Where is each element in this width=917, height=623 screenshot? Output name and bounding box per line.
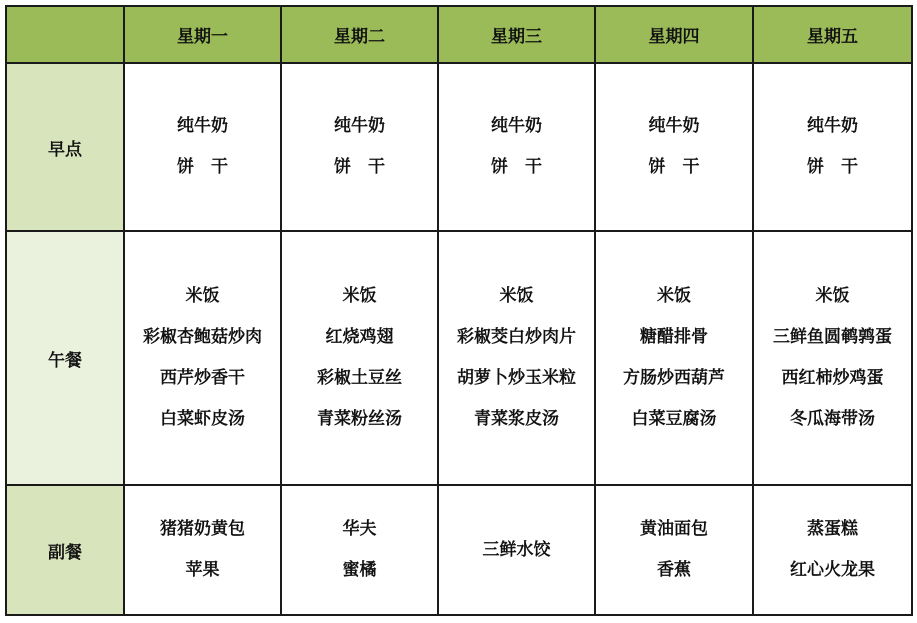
menu-item: 胡萝卜炒玉米粒 <box>457 368 576 388</box>
menu-item: 蒸蛋糕 <box>807 519 858 539</box>
day-header-wednesday: 星期三 <box>438 6 595 63</box>
header-row <box>6 6 912 63</box>
menu-item: 糖醋排骨 <box>640 327 708 347</box>
menu-item: 红心火龙果 <box>790 560 875 580</box>
weekly-menu-table <box>5 5 913 616</box>
menu-item: 米饭 <box>815 286 850 306</box>
menu-item: 纯牛奶 <box>807 116 858 136</box>
snack-cell-friday <box>753 485 912 615</box>
lunch-row <box>6 231 912 485</box>
menu-item: 猪猪奶黄包 <box>160 519 245 539</box>
breakfast-row <box>6 63 912 231</box>
lunch-cell-wednesday <box>438 231 595 485</box>
menu-item: 华夫 <box>342 519 377 539</box>
menu-item: 白菜豆腐汤 <box>631 409 717 429</box>
breakfast-cell-thursday <box>595 63 753 231</box>
day-header-monday: 星期一 <box>124 6 281 63</box>
menu-item: 米饭 <box>342 286 377 306</box>
menu-item: 青菜粉丝汤 <box>317 409 402 429</box>
meal-label-snack: 副餐 <box>6 485 124 615</box>
lunch-cell-monday <box>124 231 281 485</box>
snack-cell-monday <box>124 485 281 615</box>
lunch-cell-thursday <box>595 231 753 485</box>
menu-item: 苹果 <box>185 560 220 580</box>
menu-item: 方肠炒西葫芦 <box>623 368 725 388</box>
menu-item: 三鲜水饺 <box>482 539 551 560</box>
menu-item: 纯牛奶 <box>334 116 385 136</box>
breakfast-cell-wednesday <box>438 63 595 231</box>
lunch-cell-friday <box>753 231 912 485</box>
menu-item: 饼 干 <box>491 157 542 177</box>
menu-item: 饼 干 <box>648 157 700 177</box>
menu-item: 三鲜鱼圆鹌鹑蛋 <box>773 327 892 347</box>
corner-cell <box>6 6 124 63</box>
menu-item: 西红柿炒鸡蛋 <box>781 368 884 388</box>
menu-item: 红烧鸡翅 <box>325 327 394 347</box>
menu-item: 香蕉 <box>657 560 691 580</box>
snack-row <box>6 485 912 615</box>
breakfast-cell-monday <box>124 63 281 231</box>
menu-item: 青菜浆皮汤 <box>474 409 559 429</box>
menu-item: 彩椒茭白炒肉片 <box>457 327 576 347</box>
menu-item: 彩椒土豆丝 <box>317 368 402 388</box>
menu-item: 饼 干 <box>334 157 385 177</box>
menu-item: 蜜橘 <box>342 560 377 580</box>
menu-item: 纯牛奶 <box>648 116 700 136</box>
breakfast-cell-tuesday <box>281 63 438 231</box>
snack-cell-thursday <box>595 485 753 615</box>
menu-item: 西芹炒香干 <box>160 368 245 388</box>
menu-item: 彩椒杏鲍菇炒肉 <box>143 327 262 347</box>
menu-item: 纯牛奶 <box>177 116 228 136</box>
snack-cell-wednesday <box>438 485 595 615</box>
menu-item: 纯牛奶 <box>491 116 542 136</box>
day-header-tuesday: 星期二 <box>281 6 438 63</box>
breakfast-cell-friday <box>753 63 912 231</box>
day-header-friday: 星期五 <box>753 6 912 63</box>
menu-item: 米饭 <box>499 286 534 306</box>
menu-item: 冬瓜海带汤 <box>790 409 875 429</box>
menu-item: 米饭 <box>185 286 220 306</box>
menu-item: 饼 干 <box>177 157 228 177</box>
snack-cell-tuesday <box>281 485 438 615</box>
meal-label-breakfast: 早点 <box>6 63 124 231</box>
meal-label-lunch: 午餐 <box>6 231 124 485</box>
day-header-thursday: 星期四 <box>595 6 753 63</box>
menu-item: 白菜虾皮汤 <box>160 409 245 429</box>
menu-item: 米饭 <box>657 286 691 306</box>
menu-item: 饼 干 <box>807 157 858 177</box>
lunch-cell-tuesday <box>281 231 438 485</box>
menu-item: 黄油面包 <box>640 519 708 539</box>
